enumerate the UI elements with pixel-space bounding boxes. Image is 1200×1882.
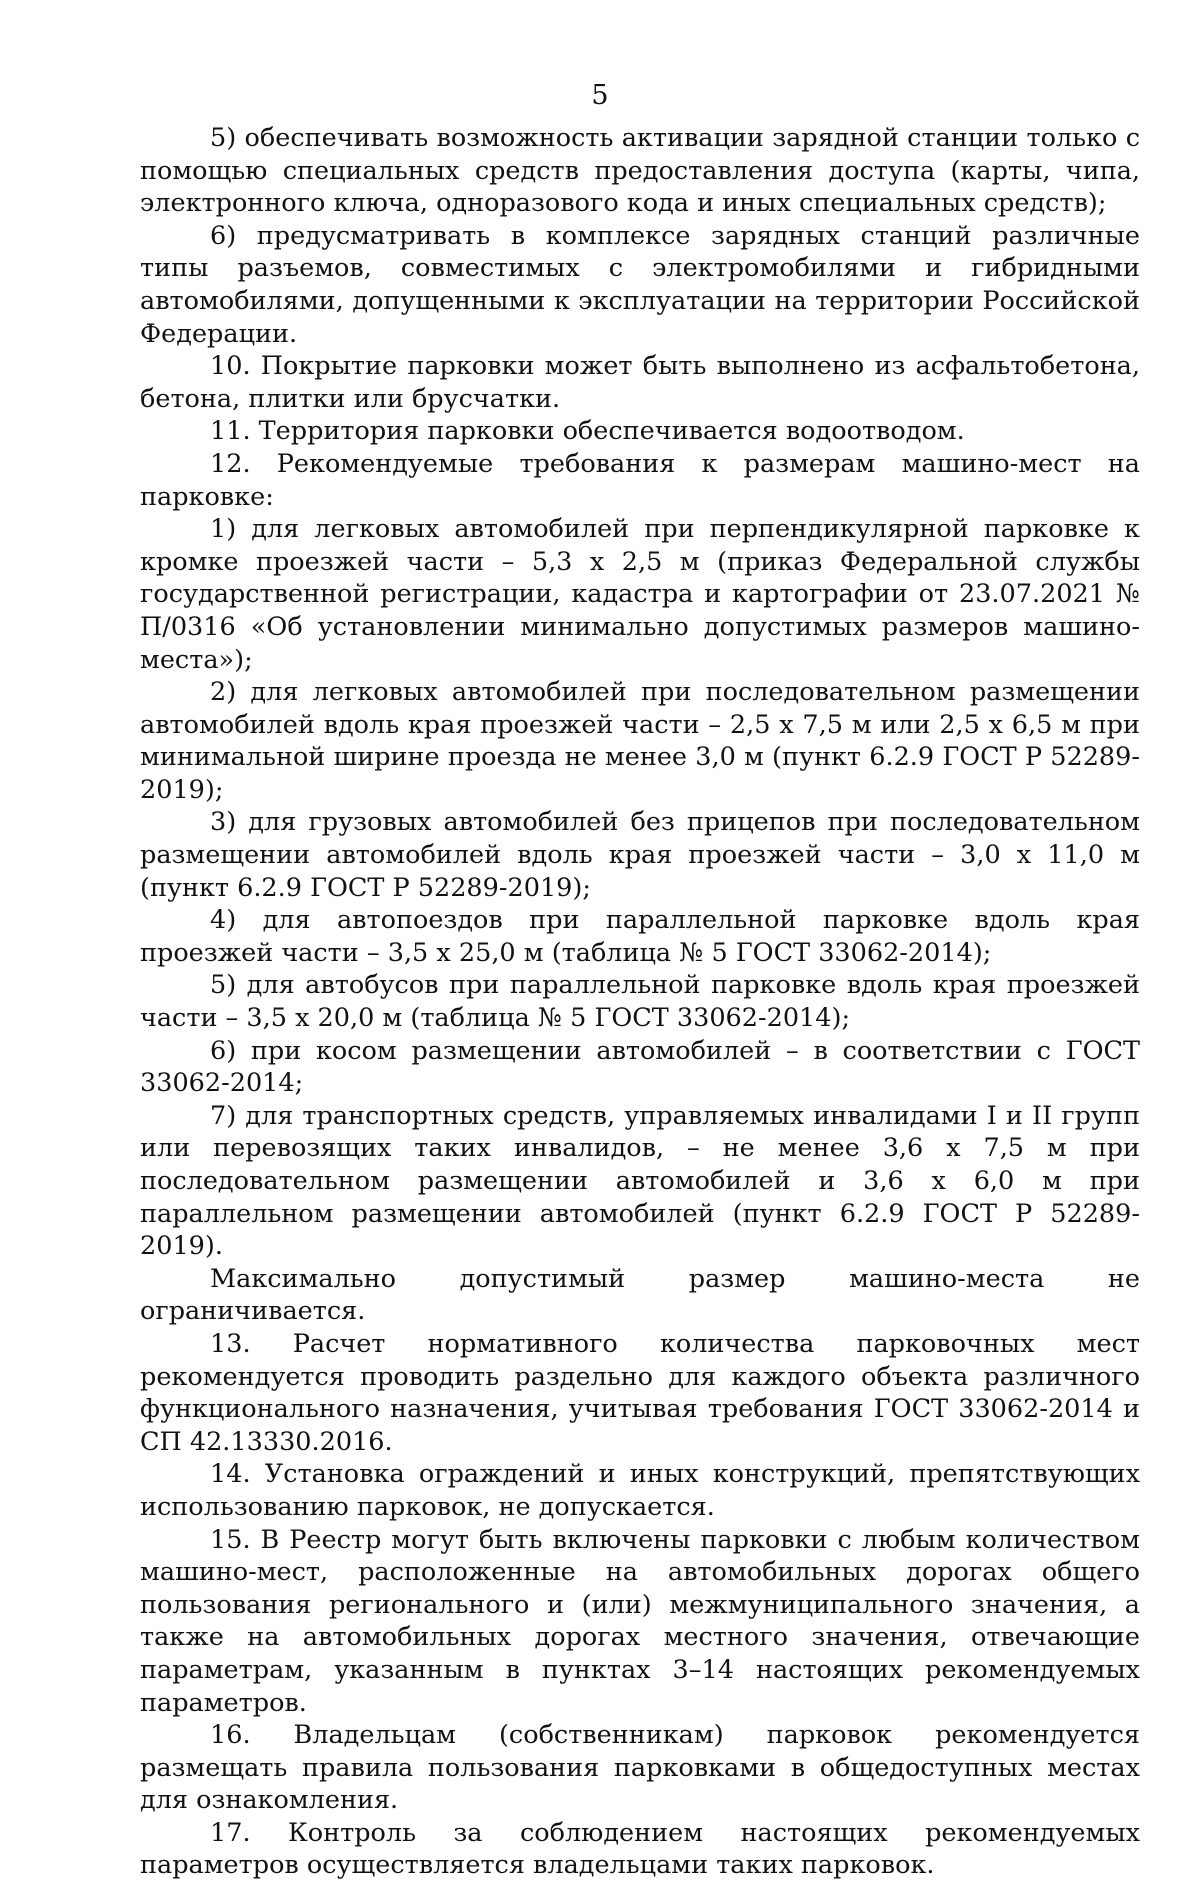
paragraph-clause-12-item-3: 3) для грузовых автомобилей без прицепов при последовательном размещении автомобилей вдоль края проезжей части – 3,0 х 11,0 м (пункт 6.2.9 ГОСТ Р 52289-2019); bbox=[140, 807, 1140, 903]
paragraph-clause-12-item-1: 1) для легковых автомобилей при перпендикулярной парковке к кромке проезжей части – 5,3 х 2,5 м (приказ Федеральной службы государственной регистрации, кадастра и картографии от 23.07.2021 № П/0316 «Об установлении минимально допустимых размеров машино-места»); bbox=[140, 514, 1140, 675]
paragraph-item-6-connector-types: 6) предусматривать в комплексе зарядных станций различные типы разъемов, совместимых с электромобилями и гибридными автомобилями, допущенными к эксплуатации на территории Российской Федерации. bbox=[140, 220, 1140, 349]
page-number: 5 bbox=[591, 80, 609, 111]
document-body bbox=[140, 122, 1140, 1882]
paragraph-clause-12-item-2: 2) для легковых автомобилей при последовательном размещении автомобилей вдоль края проезжей части – 2,5 х 7,5 м или 2,5 х 6,5 м при минимальной ширине проезда не менее 3,0 м (пункт 6.2.9 ГОСТ Р 52289-2019); bbox=[140, 677, 1140, 805]
paragraph-clause-12-item-6: 6) при косом размещении автомобилей – в соответствии с ГОСТ 33062-2014; bbox=[140, 1035, 1140, 1099]
paragraph-clause-15: 15. В Реестр могут быть включены парковки с любым количеством машино-мест, расположенные на автомобильных дорогах общего пользования регионального и (или) межмуниципального значения, а также на автомобильных дорогах местного значения, отвечающие параметрам, указанным в пунктах 3–14 настоящих рекомендуемых параметров. bbox=[140, 1524, 1140, 1718]
paragraph-clause-14: 14. Установка ограждений и иных конструкций, препятствующих использованию парковок, не допускается. bbox=[140, 1459, 1140, 1522]
paragraph-clause-11: 11. Территория парковки обеспечивается водоотводом. bbox=[210, 416, 965, 447]
paragraph-max-size-note: Максимально допустимый размер машино-места не ограничивается. bbox=[140, 1263, 1140, 1327]
paragraph-clause-12-item-7: 7) для транспортных средств, управляемых инвалидами I и II групп или перевозящих таких инвалидов, – не менее 3,6 х 7,5 м при последовательном размещении автомобилей и 3,6 х 6,0 м при параллельном размещении автомобилей (пункт 6.2.9 ГОСТ Р 52289-2019). bbox=[140, 1100, 1140, 1262]
paragraph-clause-12-item-4: 4) для автопоездов при параллельной парковке вдоль края проезжей части – 3,5 х 25,0 м (таблица № 5 ГОСТ 33062-2014); bbox=[140, 905, 1140, 968]
paragraph-clause-13: 13. Расчет нормативного количества парковочных мест рекомендуется проводить раздельно для каждого объекта различного функционального назначения, учитывая требования ГОСТ 33062-2014 и СП 42.13330.2016. bbox=[140, 1328, 1140, 1457]
paragraph-clause-17: 17. Контроль за соблюдением настоящих рекомендуемых параметров осуществляется владельцами таких парковок. bbox=[140, 1817, 1140, 1881]
paragraph-clause-12-item-5: 5) для автобусов при параллельной парковке вдоль края проезжей части – 3,5 х 20,0 м (таблица № 5 ГОСТ 33062-2014); bbox=[140, 970, 1140, 1034]
paragraph-clause-16: 16. Владельцам (собственникам) парковок рекомендуется размещать правила пользования парковками в общедоступных местах для ознакомления. bbox=[140, 1720, 1140, 1816]
paragraph-clause-10: 10. Покрытие парковки может быть выполнено из асфальтобетона, бетона, плитки или брусчатки. bbox=[140, 351, 1140, 414]
paragraph-clause-12: 12. Рекомендуемые требования к размерам машино-мест на парковке: bbox=[140, 448, 1140, 512]
paragraph-item-5-charging-access: 5) обеспечивать возможность активации зарядной станции только с помощью специальных средств предоставления доступа (карты, чипа, электронного ключа, одноразового кода и иных специальных средств); bbox=[140, 123, 1140, 219]
